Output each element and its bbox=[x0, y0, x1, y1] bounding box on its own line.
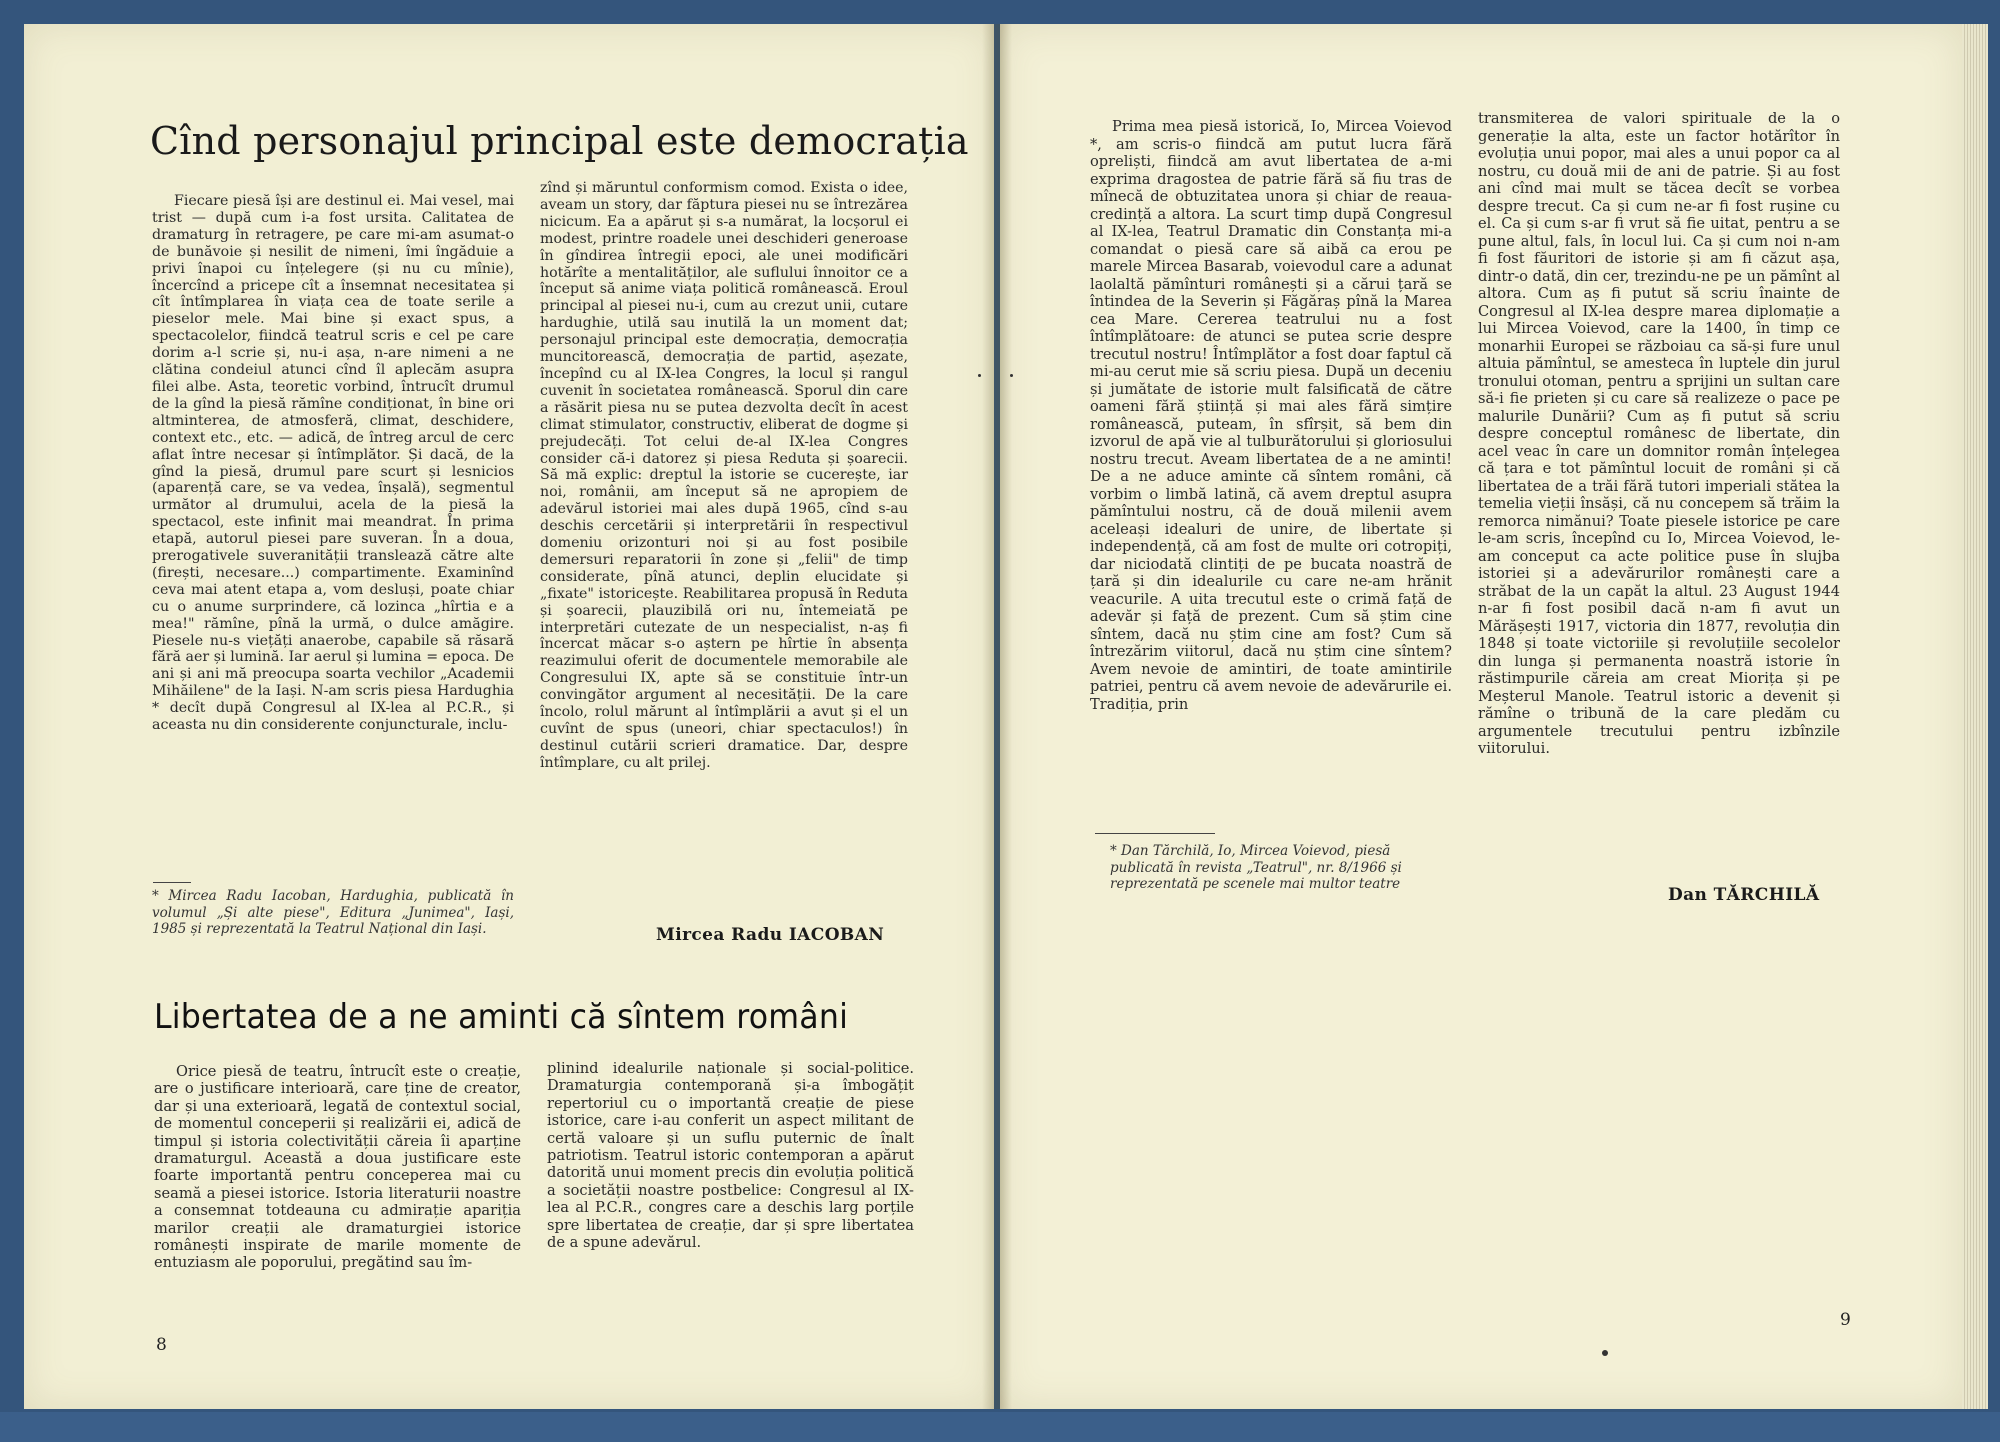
article2-col1-text: Orice piesă de teatru, întrucît este o creație, are o justificare interioară, care ține de creator, dar și una exterioară, legată de contextul social, de momentul conceperii și realizării ei, adică de timpul și istoria colectivității căreia îi aparține dramaturgul. Această a doua justificare este foarte importantă pentru conceperea mai cu seamă a piesei istorice. Istoria literaturii noastre a consemnat totdeauna cu admirație apariția marilor creații ale dramaturgiei istorice românești inspirate de marile momente de entuziasm ale poporului, pregătind sau îm- bbox=[154, 1063, 521, 1272]
article2-title: Libertatea de a ne aminti că sîntem români bbox=[154, 997, 849, 1037]
article1-title: Cînd personajul principal este democrația bbox=[150, 119, 969, 163]
footnote-rule-right bbox=[1095, 833, 1215, 834]
cover-edge bbox=[0, 1412, 2000, 1442]
footnote-rule-left bbox=[153, 882, 191, 883]
article1-author: Mircea Radu IACOBAN bbox=[656, 925, 885, 945]
article1-col1-text: Fiecare piesă își are destinul ei. Mai vesel, mai trist — după cum i-a fost ursita. Calitatea de dramaturg în retragere, pe care mi-am asumat-o de bunăvoie și nesilit de nimeni, îmi îngăduie a privi înapoi cu înțelegere (și nu cu mînie), încercînd a pricepe cît a însemnat necesitatea și cît întîmplarea în viața cea de toate serile a pieselor mele. Mai bine și exact spus, a spectacolelor, fiindcă teatrul scris e cel pe care dorim a-l scrie și, nu-i așa, n-are nimeni a ne clătina condeiul atunci cînd îl aplecăm asupra filei albe. Asta, teoretic vorbind, întrucît drumul de la gînd la piesă rămîne condiționat, în bine ori altminterea, de atmosferă, climat, deschidere, context etc., etc. — adică, de întreg arcul de cerc aflat între necesar și întîmplător. Și dacă, de la gînd la piesă, drumul pare scurt și lesnicios (aparență care, se va vedea, înșală), segmentul următor al drumului, acela de la piesă la spectacol, este infinit mai meandrat. În prima etapă, autorul piesei pare suveran. În a doua, prerogativele suveranității translează către alte (firești, necesare...) compartimente. Examinînd ceva mai atent etapa a, vom desluși, poate chiar cu o anume surprindere, că lozinca „hîrtia e a mea!" rămîne, pînă la urmă, o dulce amăgire. Piesele nu-s viețăți anaerobe, capabile să răsară fără aer și lumină. Iar aerul și lumina = epoca. De ani și ani mă preocupa soarta vechilor „Academii Mihăilene" de la Iași. N-am scris piesa Hardughia * decît după Congresul al IX-lea al P.C.R., și aceasta nu din considerente conjuncturale, inclu- bbox=[152, 193, 514, 734]
article2-column-3 bbox=[1090, 118, 1452, 808]
ink-dot bbox=[1602, 1350, 1608, 1356]
ink-dot bbox=[1010, 374, 1013, 377]
page-number-right: 9 bbox=[1840, 1310, 1851, 1330]
article2-column-4 bbox=[1478, 110, 1840, 870]
article1-column-1 bbox=[152, 193, 514, 848]
article1-footnote: * Mircea Radu Iacoban, Hardughia, publicată în volumul „Și alte piese", Editura „Junimea", Iași, 1985 și reprezentată la Teatrul Național din Iași. bbox=[152, 888, 514, 937]
article1-col2-text: zînd și măruntul conformism comod. Exista o idee, aveam un story, dar făptura piesei nu se întrezărea nicicum. Ea a apărut și s-a numărat, la locșorul ei modest, printre roadele unei deschideri generoase în gîndirea întregii epoci, ale unei modificări hotărîte a mentalităților, ale suflului înnoitor ce a început să anime viața politică românească. Eroul principal al piesei nu-i, cum au crezut unii, cutare hardughie, utilă sau inutilă la un moment dat; personajul principal este democrația, democrația muncitorească, democrația de partid, așezate, începînd cu al IX-lea Congres, la locul și rangul cuvenit în societatea românească. Sporul din care a răsărit piesa nu se putea dezvolta decît în acest climat stimulator, constructiv, eliberat de dogme și prejudecăți. Tot celui de-al IX-lea Congres consider că-i datorez și piesa Reduta și șoarecii. Să mă explic: dreptul la istorie se cucerește, iar noi, românii, am început să ne apropiem de adevărul istoriei mai ales după 1965, cînd s-au deschis cercetării și interpretării în respectivul domeniu orizonturi noi și au fost posibile demersuri reparatorii în zone și „felii" de timp considerate, pînă atunci, deplin elucidate și „fixate" istoricește. Reabilitarea propusă în Reduta și șoarecii, plauzibilă ori nu, întemeiată pe interpretări cutezate de un nespecialist, n-aș fi încercat măcar s-o aștern pe hîrtie în absența reazimului oferit de documentele memorabile ale Congresului IX, apte să se constituie într-un convingător argument al necesității. De la care încolo, rolul mărunt al întîmplării a avut și el un cuvînt de spus (uneori, chiar spectaculos!) în destinul cutării scrieri dramatice. Dar, despre întîmplare, cu alt prilej. bbox=[540, 180, 908, 771]
right-col2-text: transmiterea de valori spirituale de la o generație la alta, este un factor hotărîtor în evoluția unui popor, mai ales a unui popor ca al nostru, cu două mii de ani de patrie. Și au fost ani cînd mai mult se tăcea decît se vorbea despre trecut. Ca și cum ne-ar fi fost rușine cu el. Ca și cum s-ar fi vrut să fie uitat, pentru a se pune altul, fals, în locul lui. Ca și cum noi n-am fi fost făuritori de istorie și am fi căzut așa, dintr-o dată, din cer, trezindu-ne pe un pămînt al altora. Cum aș fi putut să scriu înainte de Congresul al IX-lea despre marea diplomație a lui Mircea Voievod, care la 1400, în timp ce monarhii Europei se războiau ca să-și fure unul altuia pămîntul, se amesteca în luptele din jurul tronului otoman, pentru a sprijini un sultan care să-i fie prieten și cu care să realizeze o pace pe malurile Dunării? Cum aș fi putut să scriu despre conceptul românesc de libertate, din acel veac în care un domnitor român înțelegea că țara e tot pămîntul locuit de români și că libertatea de a trăi fără tutori imperiali stătea la temelia vieții însăși, că nu concepem să trăim la remorca nimănui? Toate piesele istorice pe care le-am scris, începînd cu Io, Mircea Voievod, le-am conceput ca acte politice puse în slujba istoriei și a adevărurilor românești care a străbat de la un capăt la altul. 23 August 1944 n-ar fi fost posibil dacă n-am fi avut un Mărășești 1917, victoria din 1877, revoluția din 1848 și toate victoriile și revoluțiile secolelor din lunga și permanenta noastră istorie în răstimpurile căreia am creat Miorița și pe Meșterul Manole. Teatrul istoric a devenit și rămîne o tribună de la care pledăm cu argumentele trecutului pentru izbînzile viitorului. bbox=[1478, 110, 1840, 757]
book-gutter bbox=[982, 24, 1012, 1409]
article2-column-1 bbox=[154, 1063, 521, 1323]
right-footnote: * Dan Tărchilă, Io, Mircea Voievod, piesă publicată în revista „Teatrul", nr. 8/1966 și reprezentată pe scenele mai multor teatre bbox=[1110, 843, 1402, 892]
article2-col2-text: plinind idealurile naționale și social-politice. Dramaturgia contemporană și-a îmbogățit repertoriul cu o importantă creație de piese istorice, care i-au conferit un aspect militant de certă valoare și un suflu puternic de înalt patriotism. Teatrul istoric contemporan a apărut datorită unui moment precis din evoluția politică a societății noastre postbelice: Congresul al IX-lea al P.C.R., congres care a deschis larg porțile spre libertatea de creație, dar și spre libertatea de a spune adevărul. bbox=[547, 1060, 914, 1252]
right-col1-text: Prima mea piesă istorică, Io, Mircea Voievod *, am scris-o fiindcă am putut lucra fără opreliști, fiindcă am avut libertatea de a-mi exprima dragostea de patrie fără să fiu tras de mînecă de obtuzitatea unora și chiar de reaua-credință a altora. La scurt timp după Congresul al IX-lea, Teatrul Dramatic din Constanța mi-a comandat o piesă care să aibă ca erou pe marele Mircea Basarab, voievodul care a adunat laolaltă pămînturi românești și a cărui țară se întindea de la Severin și Făgăraș pînă la Marea cea Mare. Cererea teatrului nu a fost întîmplătoare: de atunci se putea scrie despre trecutul nostru! Întîmplător a fost doar faptul că mi-au cerut mie să scriu piesa. După un deceniu și jumătate de istorie mult falsificată de către oameni fără știință și mai ales fără simțire românească, puteam, în sfîrșit, să bem din izvorul de apă vie al tulburătorului și gloriosului nostru trecut. Aveam libertatea de a ne aminti! De a ne aduce aminte că sîntem români, că vorbim o limbă latină, că avem dreptul asupra pămîntului nostru, că de două milenii avem aceleași idealuri de unire, de libertate și independență, că am fost de multe ori cotropiți, dar niciodată clintiți de pe bucata noastră de țară și din idealurile cu care ne-am hrănit veacurile. A uita trecutul este o crimă față de adevăr și față de prezent. Cum să știm cine sîntem, dacă nu știm cine am fost? Cum să întrezărim viitorul, dacă nu știm cine sîntem? Avem nevoie de amintiri, de toate amintirile patriei, pentru că avem nevoie de adevărurile ei. Tradiția, prin bbox=[1090, 118, 1452, 713]
article2-column-2 bbox=[547, 1060, 914, 1320]
article2-author: Dan TĂRCHILĂ bbox=[1668, 885, 1820, 905]
article1-column-2 bbox=[540, 180, 908, 920]
page-number-left: 8 bbox=[156, 1335, 167, 1355]
page-edges bbox=[1962, 24, 1988, 1409]
ink-dot bbox=[978, 374, 981, 377]
